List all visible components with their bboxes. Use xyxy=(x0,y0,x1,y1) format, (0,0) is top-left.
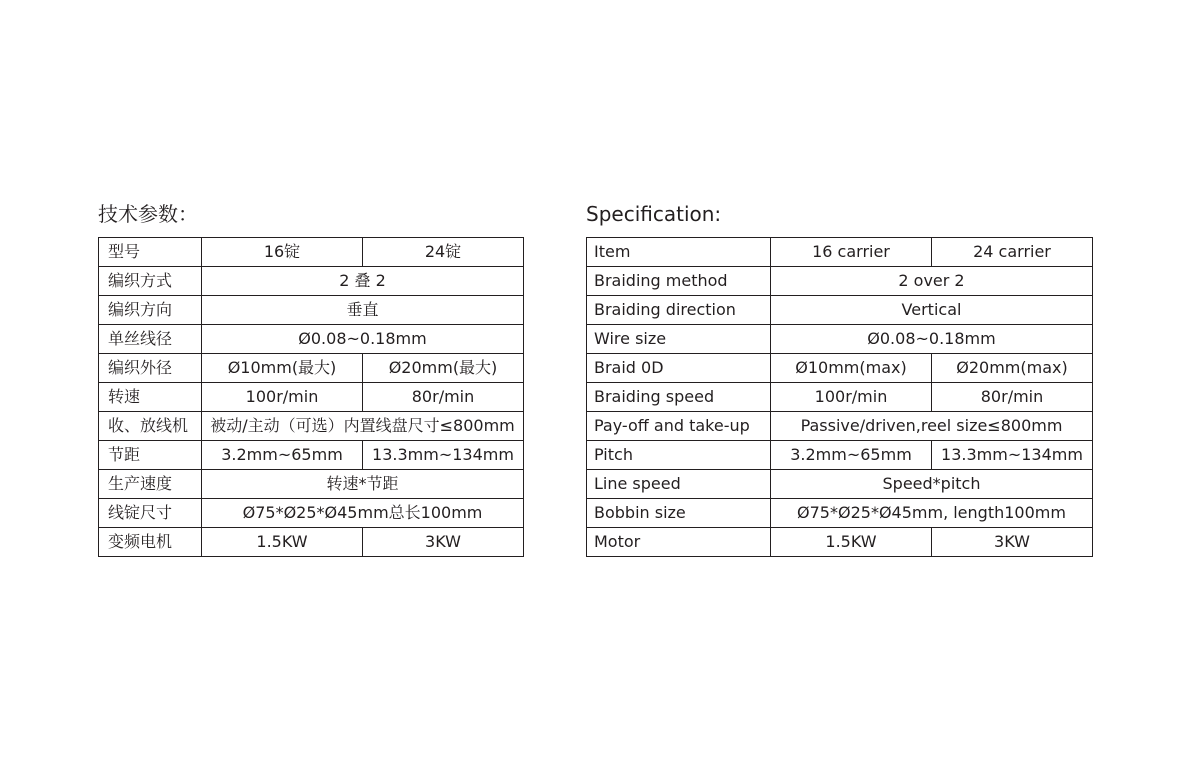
english-spec-row xyxy=(587,296,1093,325)
english-spec-label: Braiding method xyxy=(587,267,771,296)
chinese-spec-value: 3KW xyxy=(363,528,524,557)
chinese-spec-label: 编织方向 xyxy=(99,296,202,325)
chinese-spec-label: 生产速度 xyxy=(99,470,202,499)
chinese-spec-label: 节距 xyxy=(99,441,202,470)
english-spec-row xyxy=(587,441,1093,470)
chinese-spec-value: 100r/min xyxy=(202,383,363,412)
chinese-spec-row xyxy=(99,296,524,325)
chinese-spec-row xyxy=(99,470,524,499)
english-spec-value: 13.3mm~134mm xyxy=(932,441,1093,470)
english-spec-value: 16 carrier xyxy=(771,238,932,267)
english-spec-value: 24 carrier xyxy=(932,238,1093,267)
english-spec-label: Pay-off and take-up xyxy=(587,412,771,441)
english-spec-value: Passive/driven,reel size≤800mm xyxy=(771,412,1093,441)
chinese-spec-label: 变频电机 xyxy=(99,528,202,557)
english-spec-label: Wire size xyxy=(587,325,771,354)
english-spec-value: Ø10mm(max) xyxy=(771,354,932,383)
chinese-spec-value: 1.5KW xyxy=(202,528,363,557)
english-spec-value: 80r/min xyxy=(932,383,1093,412)
english-spec-label: Bobbin size xyxy=(587,499,771,528)
english-spec-block xyxy=(586,200,1092,557)
english-spec-row xyxy=(587,238,1093,267)
chinese-spec-row xyxy=(99,499,524,528)
chinese-spec-row xyxy=(99,383,524,412)
english-spec-row xyxy=(587,412,1093,441)
chinese-spec-value: 2 叠 2 xyxy=(202,267,524,296)
english-spec-value: Ø75*Ø25*Ø45mm, length100mm xyxy=(771,499,1093,528)
chinese-spec-label: 转速 xyxy=(99,383,202,412)
chinese-spec-heading: 技术参数： xyxy=(98,202,198,226)
english-spec-value: Ø0.08~0.18mm xyxy=(771,325,1093,354)
english-spec-row xyxy=(587,354,1093,383)
chinese-spec-row xyxy=(99,441,524,470)
chinese-spec-row xyxy=(99,267,524,296)
chinese-spec-value: Ø75*Ø25*Ø45mm总长100mm xyxy=(202,499,524,528)
english-spec-heading: Specification: xyxy=(586,202,722,226)
chinese-spec-value: 80r/min xyxy=(363,383,524,412)
chinese-spec-block xyxy=(98,200,523,557)
english-spec-value: 1.5KW xyxy=(771,528,932,557)
english-spec-row xyxy=(587,470,1093,499)
chinese-spec-row xyxy=(99,528,524,557)
chinese-spec-table xyxy=(98,237,524,557)
chinese-spec-row xyxy=(99,412,524,441)
english-spec-value: Ø20mm(max) xyxy=(932,354,1093,383)
chinese-spec-label: 线锭尺寸 xyxy=(99,499,202,528)
english-spec-label: Motor xyxy=(587,528,771,557)
chinese-spec-label: 编织外径 xyxy=(99,354,202,383)
english-spec-row xyxy=(587,267,1093,296)
chinese-spec-value: 被动/主动（可选）内置线盘尺寸≤800mm xyxy=(202,412,524,441)
english-spec-value: 3.2mm~65mm xyxy=(771,441,932,470)
chinese-spec-label: 单丝线径 xyxy=(99,325,202,354)
english-spec-label: Pitch xyxy=(587,441,771,470)
chinese-spec-value: 转速*节距 xyxy=(202,470,524,499)
chinese-spec-row xyxy=(99,325,524,354)
chinese-spec-value: Ø0.08~0.18mm xyxy=(202,325,524,354)
chinese-spec-label: 编织方式 xyxy=(99,267,202,296)
chinese-spec-value: 13.3mm~134mm xyxy=(363,441,524,470)
english-spec-row xyxy=(587,499,1093,528)
english-spec-label: Item xyxy=(587,238,771,267)
chinese-spec-value: 24锭 xyxy=(363,238,524,267)
chinese-spec-label: 收、放线机 xyxy=(99,412,202,441)
chinese-spec-row xyxy=(99,354,524,383)
english-spec-row xyxy=(587,383,1093,412)
english-spec-table xyxy=(586,237,1093,557)
english-spec-row xyxy=(587,528,1093,557)
english-spec-value: Speed*pitch xyxy=(771,470,1093,499)
chinese-spec-value: Ø20mm(最大) xyxy=(363,354,524,383)
english-spec-label: Line speed xyxy=(587,470,771,499)
english-spec-row xyxy=(587,325,1093,354)
english-spec-value: 3KW xyxy=(932,528,1093,557)
chinese-spec-value: Ø10mm(最大) xyxy=(202,354,363,383)
chinese-spec-row xyxy=(99,238,524,267)
chinese-spec-label: 型号 xyxy=(99,238,202,267)
english-spec-value: 100r/min xyxy=(771,383,932,412)
chinese-spec-value: 垂直 xyxy=(202,296,524,325)
english-spec-label: Braiding direction xyxy=(587,296,771,325)
english-spec-value: Vertical xyxy=(771,296,1093,325)
english-spec-label: Braiding speed xyxy=(587,383,771,412)
english-spec-value: 2 over 2 xyxy=(771,267,1093,296)
english-spec-label: Braid 0D xyxy=(587,354,771,383)
chinese-spec-value: 16锭 xyxy=(202,238,363,267)
chinese-spec-value: 3.2mm~65mm xyxy=(202,441,363,470)
